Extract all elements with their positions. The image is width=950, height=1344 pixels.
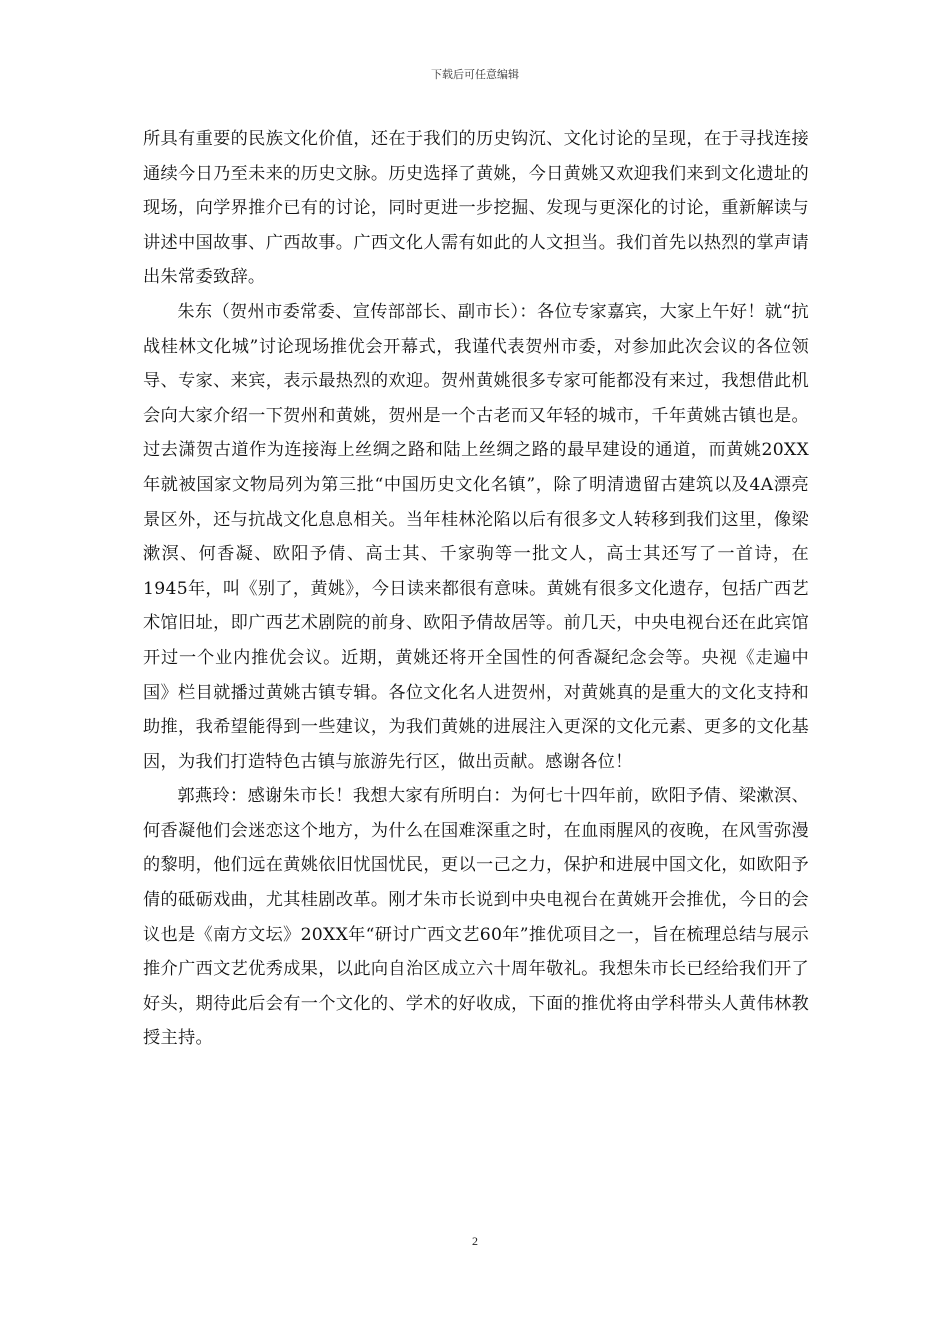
paragraph-3: 郭燕玲：感谢朱市长！我想大家有所明白：为何七十四年前，欧阳予倩、梁漱溟、何香凝他们会迷恋这个地方，为什么在国难深重之时，在血雨腥风的夜晚，在风雪弥漫的黎明，他们远在黄姚依旧忧国忧民，更以一己之力，保护和进展中国文化，如欧阳予倩的砥砺戏曲，尤其桂剧改革。刚才朱市长说到中央电视台在黄姚开会推优，今日的会议也是《南方文坛》20XX年“研讨广西文艺60年”推优项目之一，旨在梳理总结与展示推介广西文艺优秀成果，以此向自治区成立六十周年敬礼。我想朱市长已经给我们开了好头，期待此后会有一个文化的、学术的好收成，下面的推优将由学科带头人黄伟林教授主持。 (143, 786, 809, 1049)
document-body (143, 122, 809, 1056)
paragraph-1: 所具有重要的民族文化价值，还在于我们的历史钩沉、文化讨论的呈现，在于寻找连接通续今日乃至未来的历史文脉。历史选择了黄姚，今日黄姚又欢迎我们来到文化遗址的现场，向学界推介已有的讨论，同时更进一步挖掘、发现与更深化的讨论，重新解读与讲述中国故事、广西故事。广西文化人需有如此的人文担当。我们首先以热烈的掌声请出朱常委致辞。 (143, 129, 809, 288)
page-header: 下载后可任意编辑 (431, 68, 519, 81)
page-number: 2 (472, 1234, 478, 1248)
paragraph-2: 朱东（贺州市委常委、宣传部部长、副市长）：各位专家嘉宾，大家上午好！就“抗战桂林文化城”讨论现场推优会开幕式，我谨代表贺州市委，对参加此次会议的各位领导、专家、来宾，表示最热烈的欢迎。贺州黄姚很多专家可能都没有来过，我想借此机会向大家介绍一下贺州和黄姚，贺州是一个古老而又年轻的城市，千年黄姚古镇也是。过去潇贺古道作为连接海上丝绸之路和陆上丝绸之路的最早建设的通道，而黄姚20XX年就被国家文物局列为第三批“中国历史文化名镇”，除了明清遗留古建筑以及4A漂亮景区外，还与抗战文化息息相关。当年桂林沦陷以后有很多文人转移到我们这里，像梁漱溟、何香凝、欧阳予倩、高士其、千家驹等一批文人，高士其还写了一首诗，在1945年，叫《别了，黄姚》，今日读来都很有意味。黄姚有很多文化遗存，包括广西艺术馆旧址，即广西艺术剧院的前身、欧阳予倩故居等。前几天，中央电视台还在此宾馆开过一个业内推优会议。近期，黄姚还将开全国性的何香凝纪念会等。央视《走遍中国》栏目就播过黄姚古镇专辑。各位文化名人进贺州，对黄姚真的是重大的文化支持和助推，我希望能得到一些建议，为我们黄姚的进展注入更深的文化元素、更多的文化基因，为我们打造特色古镇与旅游先行区，做出贡献。感谢各位！ (143, 301, 809, 772)
